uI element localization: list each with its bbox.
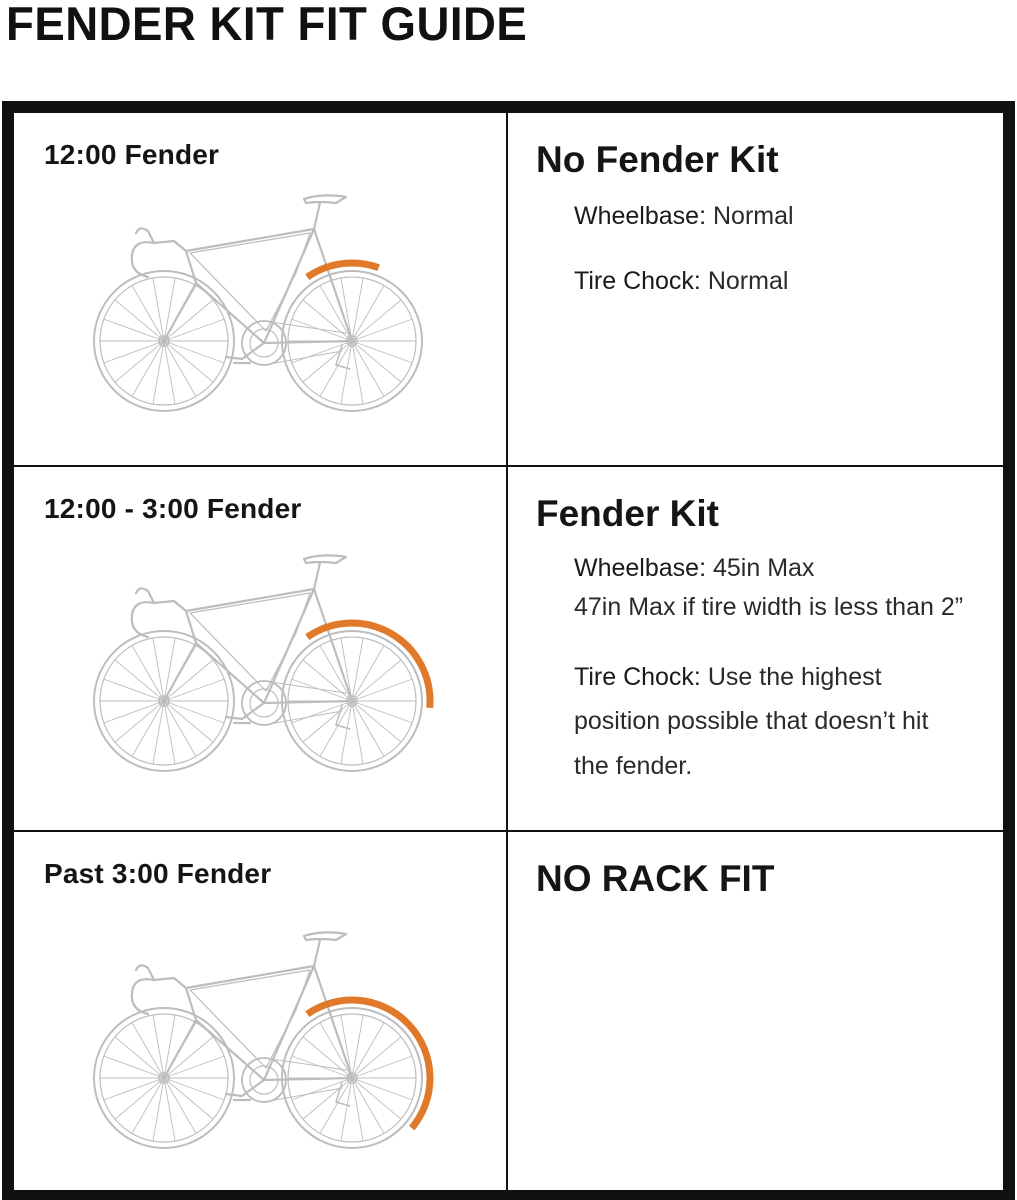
spec-tire-chock-line-3: the fender.	[574, 752, 693, 780]
spec-key: Tire Chock:	[574, 663, 701, 691]
spec-tire-chock-1	[574, 266, 788, 296]
spec-key: Wheelbase:	[574, 554, 707, 582]
fender-label-2: 12:00 - 3:00 Fender	[44, 493, 302, 524]
spec-wheelbase-1	[574, 201, 794, 231]
spec-wheelbase-note: 47in Max if tire width is less than 2”	[574, 593, 964, 621]
spec-key: Wheelbase:	[574, 202, 707, 230]
fender-cell-2	[14, 465, 508, 830]
spec-key: Tire Chock:	[574, 267, 701, 295]
spec-wheelbase-2	[574, 553, 814, 583]
guide-table-frame	[2, 101, 1015, 1200]
fender-cell-1	[14, 113, 508, 465]
kit-cell-1	[508, 113, 1003, 465]
spec-value: Normal	[707, 267, 789, 295]
fender-label-1: 12:00 Fender	[44, 139, 220, 170]
spec-tire-chock-2	[574, 662, 882, 692]
fender-cell-3	[14, 830, 508, 1190]
spec-value: Normal	[712, 202, 794, 230]
road-bike-medium-fender-icon	[74, 541, 434, 781]
road-bike-short-fender-icon	[74, 181, 434, 421]
guide-table	[14, 113, 1003, 1190]
fender-label-3: Past 3:00 Fender	[44, 858, 272, 889]
page-title: FENDER KIT FIT GUIDE	[6, 0, 528, 50]
spec-value: 45in Max	[712, 554, 815, 582]
kit-cell-2	[508, 465, 1003, 830]
kit-title-2: Fender Kit	[536, 493, 719, 534]
kit-cell-3	[508, 830, 1003, 1190]
spec-value: Use the highest	[707, 663, 882, 691]
kit-title-1: No Fender Kit	[536, 139, 779, 180]
spec-tire-chock-line-2: position possible that doesn’t hit	[574, 707, 929, 735]
road-bike-long-fender-icon	[74, 918, 434, 1158]
kit-title-3: NO RACK FIT	[536, 858, 775, 899]
fender-arc	[307, 263, 378, 277]
